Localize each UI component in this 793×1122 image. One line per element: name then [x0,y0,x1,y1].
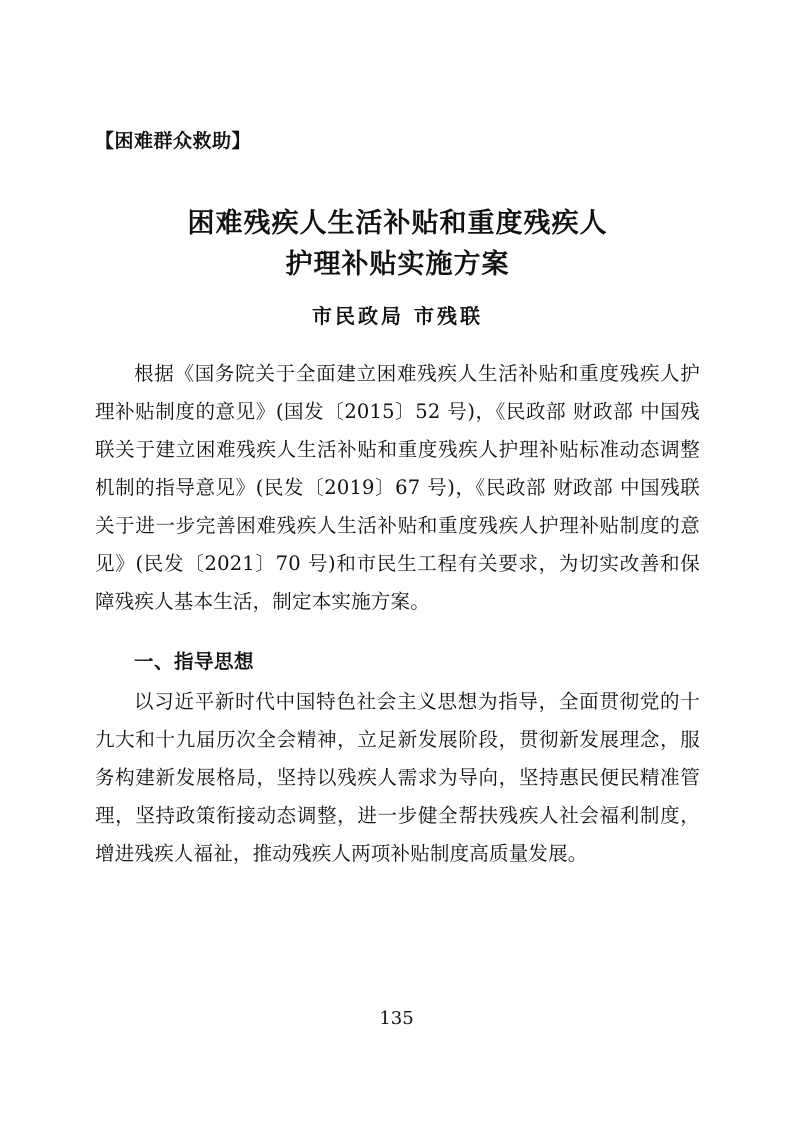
intro-paragraph: 根据《国务院关于全面建立困难残疾人生活补贴和重度残疾人护理补贴制度的意见》(国发〔2015〕52 号)，《民政部 财政部 中国残联关于建立困难残疾人生活补贴和重度残疾人护理补贴标准动态调整机制的指导意见》(民发〔2019〕67 号)，《民政部 财政部 中国残联关于进一步完善困难残疾人生活补贴和重度残疾人护理补贴制度的意见》(民发〔2021〕70 号)和市民生工程有关要求，为切实改善和保障残疾人基本生活，制定本实施方案。 [95,362,700,614]
page-content [95,0,700,873]
title-line-1: 困难残疾人生活补贴和重度残疾人 [187,207,608,239]
page-title [95,203,700,287]
page-number: 135 [379,1008,414,1029]
category-tag: 【困难群众救助】 [95,130,252,152]
title-line-2: 护理补贴实施方案 [285,249,510,281]
section-heading-guiding-thought: 一、指导思想 [134,650,255,674]
issuing-agencies: 市民政局 市残联 [312,304,483,329]
section-paragraph-guiding-thought: 以习近平新时代中国特色社会主义思想为指导，全面贯彻党的十九大和十九届历次全会精神，立足新发展阶段，贯彻新发展理念，服务构建新发展格局，坚持以残疾人需求为导向，坚持惠民便民精准管理，坚持政策衔接动态调整，进一步健全帮扶残疾人社会福利制度，增进残疾人福祉，推动残疾人两项补贴制度高质量发展。 [95,690,700,866]
